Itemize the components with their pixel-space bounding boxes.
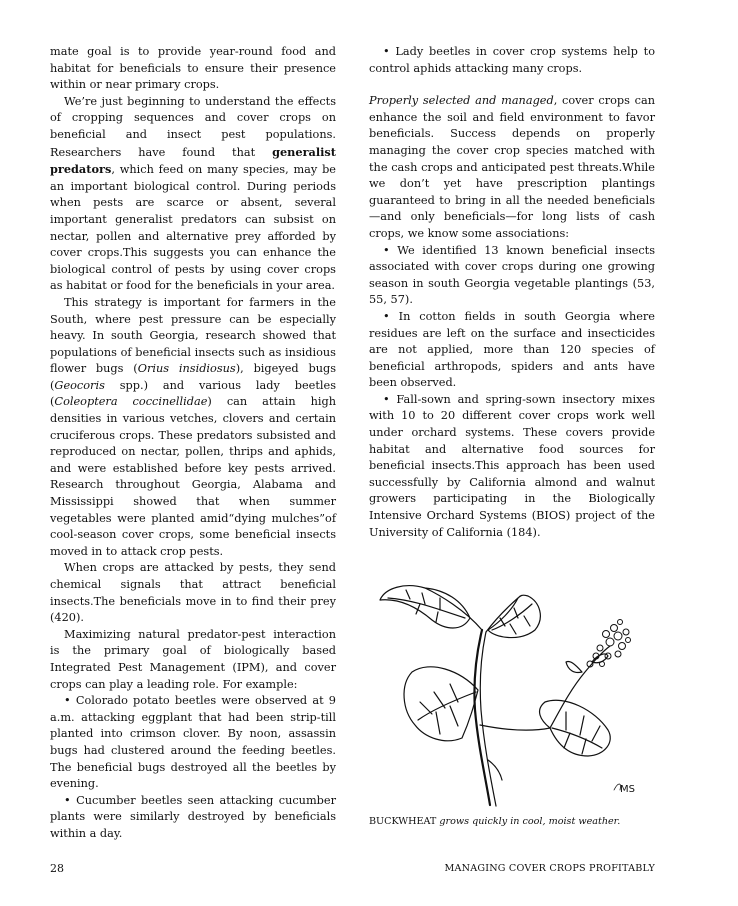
paragraph-ipm: Maximizing natural predator-pest interaction is the primary goal of biologically based Integrated Pest Management (IPM), and cover crops can play a leading role. For example:: [50, 627, 336, 691]
text-run: We’re just beginning to understand the effects of cropping sequences and cover crops on beneficial and insect pest populations. Researchers have found that: [50, 94, 336, 159]
species-name: Orius insidiosus: [137, 362, 236, 376]
italic-lead: Properly selected and managed: [369, 94, 554, 108]
bullet-cotton-fields: • In cotton fields in south Georgia where residues are left on the surface and insecticides are not applied, more than 120 species of beneficial arthropods, spiders and ants have been observed.: [369, 309, 655, 390]
bold-term: generalist predators: [50, 144, 336, 177]
text-run: ), bigeyed bugs (: [50, 362, 337, 392]
paragraph-properly-selected: [369, 93, 655, 242]
caption-description: grows quickly in cool, moist weather.: [439, 816, 621, 827]
paragraph-south-georgia: [50, 295, 336, 561]
paragraph-chemical-signals: When crops are attacked by pests, they send chemical signals that attract beneficial insects.The beneficials move in to find their prey (420).: [50, 561, 336, 625]
text-run: ) can attain high densities in various vetches, clovers and certain cruciferous crops. These predators subsisted and reproduced on nectar, pollen, thrips and aphids, and were established before key pests arrived. Research throughout Georgia, Alabama and Mississippi showed that when summer vegetables were planted amid“dying mulches”of cool-season cover crops, some beneficial insects moved in to attack crop pests.: [50, 395, 337, 558]
species-name: Coleoptera coccinellidae: [54, 395, 208, 409]
illustrator-signature: MS: [620, 784, 635, 795]
page-number: 28: [50, 862, 64, 875]
paragraph-generalist-predators: [50, 94, 336, 295]
paragraph-continued: mate goal is to provide year-round food and habitat for beneficials to ensure their presence within or near primary crops.: [50, 45, 336, 92]
caption-plant-name: BUCKWHEAT: [369, 816, 437, 827]
running-title: MANAGING COVER CROPS PROFITABLY: [444, 863, 655, 874]
text-run: spp.) and various lady beetles (: [50, 378, 336, 409]
text-run: This strategy is important for farmers in the South, where pest pressure can be especially heavy. In south Georgia, research showed that populations of beneficial insects such as insidious flower bugs (: [50, 295, 336, 376]
left-column: [50, 44, 336, 843]
figure-caption: [369, 815, 669, 829]
bullet-cucumber-beetles: • Cucumber beetles seen attacking cucumber plants were similarly destroyed by beneficials within a day.: [50, 793, 336, 840]
species-name: Geocoris: [54, 378, 105, 392]
bullet-13-beneficial-insects: • We identified 13 known beneficial insects associated with cover crops during one growing season in south Georgia vegetable plantings (53, 55, 57).: [369, 243, 655, 307]
bullet-colorado-potato-beetles: • Colorado potato beetles were observed at 9 a.m. attacking eggplant that had been strip-till planted into crimson clover. By noon, assassin bugs had clustered around the feeding beetles. The beneficial bugs destroyed all the beetles by evening.: [50, 694, 336, 791]
buckwheat-illustration: [370, 560, 660, 810]
spacer: [369, 77, 655, 93]
right-column: [369, 44, 655, 541]
bullet-lady-beetles: • Lady beetles in cover crop systems help to control aphids attacking many crops.: [369, 45, 655, 75]
text-run: , cover crops can enhance the soil and field environment to favor beneficials. Success depends on properly managing the cover crop species matched with the cash crops and anticipated pest threats.While we don’t yet have prescription plantings guaranteed to bring in all the needed beneficials—and only beneficials—for long lists of cash crops, we know some associations:: [369, 94, 655, 240]
text-run: , which feed on many species, may be an important biological control. During periods when pests are scarce or absent, several important generalist predators can subsist on nectar, pollen and alternative prey afforded by cover crops.This suggests you can enhance the biological control of pests by using cover crops as habitat or food for the beneficials in your area.: [50, 163, 336, 293]
bullet-insectory-mixes: • Fall-sown and spring-sown insectory mixes with 10 to 20 different cover crops work well under orchard systems. These covers provide habitat and alternative food sources for beneficial insects.This approach has been used successfully by California almond and walnut growers participating in the Biologically Intensive Orchard Systems (BIOS) project of the University of California (184).: [369, 392, 655, 539]
